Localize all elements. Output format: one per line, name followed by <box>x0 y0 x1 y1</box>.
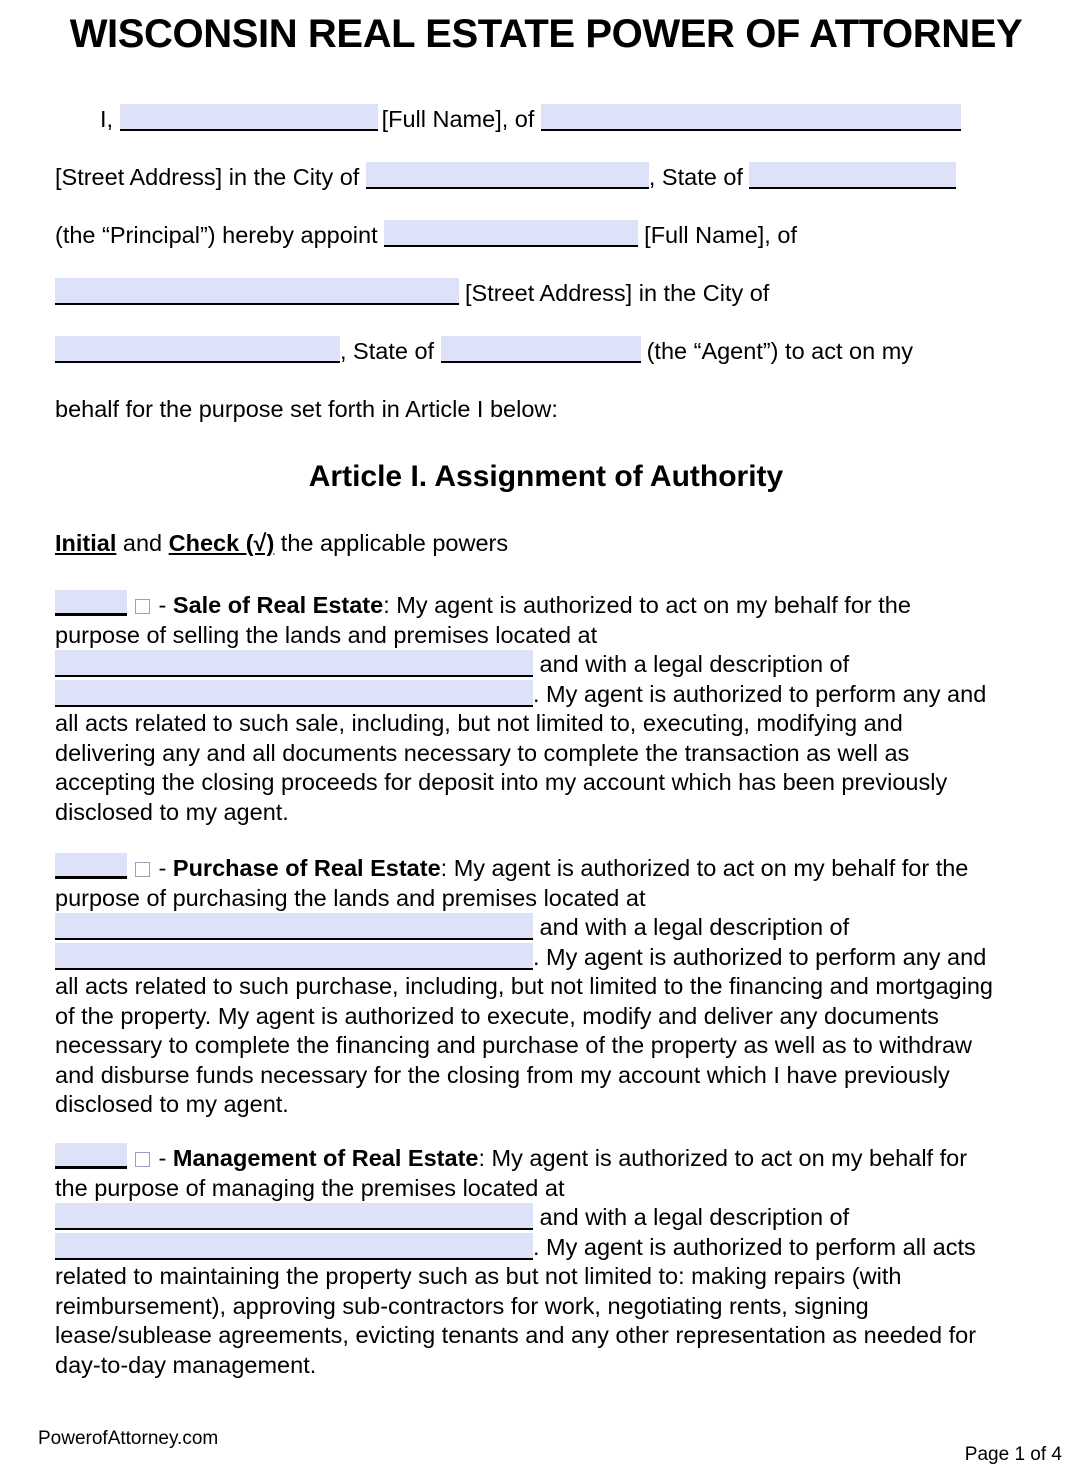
power-tail-purchase: . My agent is authorized to perform any and all acts related to such purchase, including, but not limited to the financing and mortgaging of the property. My agent is authorized to execute, modify and deliver any documents necessary to complete the financing and purchase of the property as well as to withdraw and disburse funds necessary for the closing from my account which I have previously disclosed to my agent. <box>55 943 993 1117</box>
intro-line-1 <box>55 104 983 162</box>
initial-field-sale[interactable] <box>55 590 127 616</box>
intro-label-appoint: (the “Principal”) hereby appoint <box>55 222 378 248</box>
power-tail-sale: . My agent is authorized to perform any and all acts related to such sale, including, but not limited to, executing, modifying and delivering any and all documents necessary to complete the transaction as well as accepting the closing proceeds for deposit into my account which has been previously disclosed to my agent. <box>55 680 987 825</box>
principal-city-field[interactable] <box>366 162 649 189</box>
intro-block <box>55 104 983 424</box>
intro-label-street-city-1: [Street Address] in the City of <box>55 164 360 190</box>
intro-label-street-city-2: [Street Address] in the City of <box>465 280 770 306</box>
power-section-management <box>55 1143 995 1380</box>
checkbox-icon-management[interactable] <box>135 1152 150 1167</box>
initial-field-management[interactable] <box>55 1143 127 1169</box>
power-title-management: Management of Real Estate <box>172 1145 479 1171</box>
property-location-field-purchase[interactable] <box>55 913 533 940</box>
intro-label-state-1: , State of <box>648 164 743 190</box>
intro-label-state-2: , State of <box>340 338 435 364</box>
instruction-check-label: Check (√) <box>168 530 275 556</box>
power-dash-purchase: - <box>158 855 173 881</box>
power-mid-management: and with a legal description of <box>539 1204 850 1230</box>
instruction-and-label: and <box>116 530 169 556</box>
power-intro-purchase: My agent is authorized to act on my behalf for the purpose of purchasing the lands and premises located at <box>55 855 969 911</box>
intro-line-5 <box>55 336 983 394</box>
intro-line-6 <box>55 394 983 424</box>
intro-label-i: I, <box>100 106 114 132</box>
footer-page-number: Page 1 of 4 <box>964 1444 1062 1465</box>
principal-name-field[interactable] <box>120 104 378 131</box>
power-intro-sale: My agent is authorized to act on my behalf for the purpose of selling the lands and premises located at <box>55 592 911 648</box>
power-intro-management: My agent is authorized to act on my behalf for the purpose of managing the premises located at <box>55 1145 968 1201</box>
power-section-sale <box>55 590 995 827</box>
instruction-initial-label: Initial <box>55 530 117 556</box>
agent-name-field[interactable] <box>384 220 638 247</box>
agent-street-field[interactable] <box>55 278 459 305</box>
intro-label-fullname-1: [Full Name], of <box>381 106 535 132</box>
power-colon-purchase: : <box>440 855 454 881</box>
power-title-sale: Sale of Real Estate <box>172 592 384 618</box>
legal-description-field-sale[interactable] <box>55 680 533 707</box>
intro-label-agent: (the “Agent”) to act on my <box>646 338 914 364</box>
power-mid-sale: and with a legal description of <box>539 651 850 677</box>
power-dash-management: - <box>158 1145 173 1171</box>
agent-city-field[interactable] <box>55 336 340 363</box>
property-location-field-sale[interactable] <box>55 650 533 677</box>
intro-line-4 <box>55 278 983 336</box>
legal-description-field-purchase[interactable] <box>55 943 533 970</box>
power-mid-purchase: and with a legal description of <box>539 914 850 940</box>
checkbox-icon-sale[interactable] <box>135 599 150 614</box>
principal-state-field[interactable] <box>749 162 956 189</box>
intro-label-behalf: behalf for the purpose set forth in Article I below: <box>55 396 558 422</box>
intro-line-2 <box>55 162 983 220</box>
power-colon-sale: : <box>383 592 397 618</box>
initial-check-instruction <box>55 530 508 557</box>
checkbox-icon-purchase[interactable] <box>135 862 150 877</box>
property-location-field-management[interactable] <box>55 1203 533 1230</box>
intro-line-3 <box>55 220 983 278</box>
initial-field-purchase[interactable] <box>55 853 127 879</box>
footer-site-label: PowerofAttorney.com <box>38 1428 219 1449</box>
agent-state-field[interactable] <box>441 336 641 363</box>
legal-description-field-management[interactable] <box>55 1233 533 1260</box>
power-dash-sale: - <box>158 592 173 618</box>
power-section-purchase <box>55 853 995 1120</box>
principal-street-field[interactable] <box>541 104 961 131</box>
instruction-tail-label: the applicable powers <box>274 530 509 556</box>
article-heading: Article I. Assignment of Authority <box>308 460 784 493</box>
power-colon-management: : <box>478 1145 492 1171</box>
power-title-purchase: Purchase of Real Estate <box>172 855 441 881</box>
power-tail-management: . My agent is authorized to perform all acts related to maintaining the property such as but not limited to: making repairs (with reimbursement), approving sub-contractors for work, negotiating rents, signing lease/sublease agreements, evicting tenants and any other representation as needed for day-to-day management. <box>55 1233 977 1378</box>
page-title: WISCONSIN REAL ESTATE POWER OF ATTORNEY <box>69 12 1023 56</box>
intro-label-fullname-2: [Full Name], of <box>644 222 797 248</box>
